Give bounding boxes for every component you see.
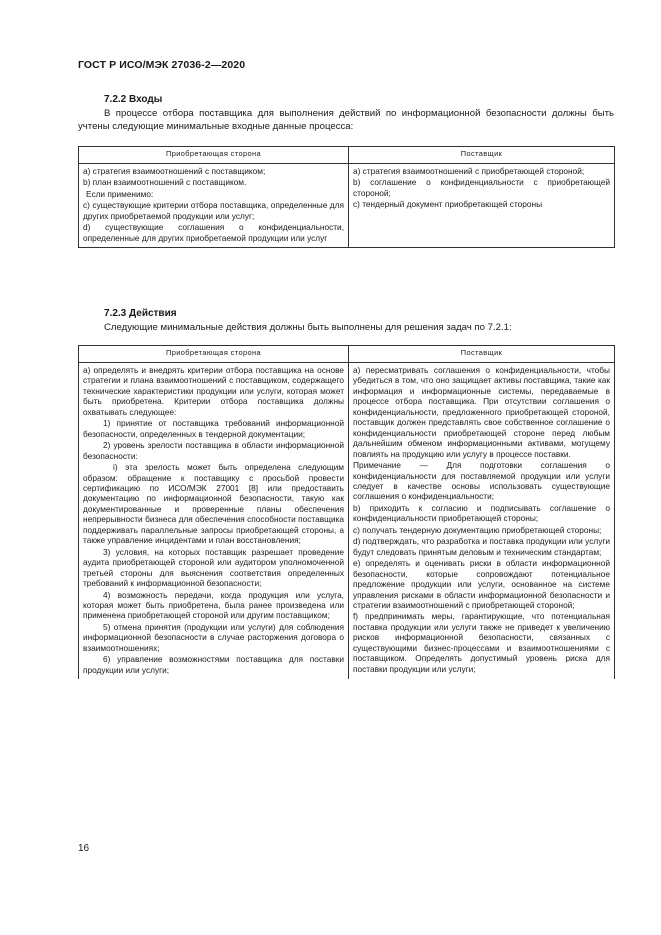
- list-item: b) соглашение о конфиденциальности с приобретающей стороной;: [353, 177, 610, 198]
- list-item: i) эта зрелость может быть определена следующим образом: обращение к поставщику с просьбой провести сертификацию по ИСО/МЭК 27001 [8] или предоставить документацию по информационной безопасности, такую как документированные и проверенные планы обеспечения непрерывности бизнеса для обеспечения способности поставщика поддерживать параллельные запросы приобретающей стороны, а также управление инцидентами и план восстановления;: [83, 462, 344, 546]
- list-item: 5) отмена принятия (продукции или услуги) для соблюдения информационной безопасности в случае расторжения договора о взаимоотношениях;: [83, 621, 344, 653]
- actions-table: [78, 345, 615, 679]
- document-header: ГОСТ Р ИСО/МЭК 27036-2—2020: [78, 59, 246, 71]
- intro-paragraph: В процессе отбора поставщика для выполнения действий по информационной безопасности должны быть учтены следующие минимальные входные данные процесса:: [78, 108, 614, 132]
- list-item: 4) возможность передачи, когда продукция или услуга, которая может быть приобретена, была ранее произведена или применена приобретающей стороной или другим поставщиком;: [83, 589, 344, 621]
- acquirer-cell: [79, 164, 349, 248]
- inputs-table: [78, 146, 615, 248]
- column-header-supplier: Поставщик: [349, 147, 615, 164]
- list-item: f) предпринимать меры, гарантирующие, что потенциальная поставка продукции или услуги также не приведет к увеличению рисков информационной безопасности, связанных с существующими бизнес-процессами и взаимоотношениями с поставщиком. Определять допустимый уровень риска для поставки продукции или услуги;: [353, 611, 610, 674]
- table-row: [79, 363, 615, 680]
- list-item: d) подтверждать, что разработка и поставка продукции или услуги будут следовать принятым деловым и техническим стандартам;: [353, 536, 610, 557]
- list-item: а) пересматривать соглашения о конфиденциальности, чтобы убедиться в том, что оно защищает активы поставщика, такие как информация и информационные системы, передаваемые в процессе отбора поставщика. При отсутствии соглашения о конфиденциальности, предложенного приобретающей стороной, поставщик должен представлять свое собственное соглашение о конфиденциальности приобретающей стороне перед любым дальнейшим обменом информационными активами, могущему повлиять на продукцию или услугу в процессе поставки.: [353, 365, 610, 459]
- list-item: b) план взаимоотношений с поставщиком.: [83, 177, 247, 188]
- list-item: 1) принятие от поставщика требований информационной безопасности, определенных в тендерной документации;: [83, 418, 344, 439]
- section-title-inputs: 7.2.2 Входы: [104, 94, 163, 105]
- list-item: c) получать тендерную документацию приобретающей стороны;: [353, 524, 602, 535]
- acquirer-cell: [79, 363, 349, 680]
- column-header-supplier: Поставщик: [349, 346, 615, 363]
- table-header-row: [79, 147, 615, 164]
- list-item: Если применимо:: [86, 188, 154, 199]
- supplier-cell: [349, 363, 615, 680]
- section-intro-actions: [78, 321, 614, 334]
- note-item: Примечание — Для подготовки соглашения о конфиденциальности для поставляемой продукции или услуги следует в качестве основы использовать существующие соглашения о конфиденциальности;: [353, 460, 610, 502]
- intro-paragraph: Следующие минимальные действия должны быть выполнены для решения задач по 7.2.1:: [104, 322, 512, 333]
- list-item: d) существующие соглашения о конфиденциальности, определенные для других приобретаемой продукции или услуг: [83, 222, 344, 243]
- list-item: 6) управление возможностями поставщика для поставки продукции или услуги;: [83, 654, 344, 675]
- column-header-acquirer: Приобретающая сторона: [79, 346, 349, 363]
- list-item: c) тендерный документ приобретающей стороны: [353, 199, 543, 210]
- table-header-row: [79, 346, 615, 363]
- list-item: 2) уровень зрелости поставщика в области информационной безопасности:: [83, 440, 344, 461]
- table-row: [79, 164, 615, 248]
- column-header-acquirer: Приобретающая сторона: [79, 147, 349, 164]
- section-intro-inputs: [78, 107, 614, 133]
- page-number: 16: [78, 843, 90, 854]
- list-item: 3) условия, на которых поставщик разрешает проведение аудита приобретающей стороной или аудитором уполномоченной третьей стороны для выяснения соответствия определенных требований к информационной безопасности;: [83, 546, 344, 589]
- list-item: а) определять и внедрять критерии отбора поставщика на основе стратегии и плана взаимоотношений с поставщиком, содержащего технические характеристики продукции или услуги, которая может быть приобретена. Критерии отбора поставщика должны охватывать следующее:: [83, 365, 344, 417]
- list-item: b) приходить к согласию и подписывать соглашение о конфиденциальности приобретающей стороны;: [353, 502, 610, 524]
- list-item: c) существующие критерии отбора поставщика, определенные для других приобретаемой продукции или услуг;: [83, 200, 344, 221]
- list-item: а) стратегия взаимоотношений с приобретающей стороной;: [353, 166, 585, 176]
- list-item: а) стратегия взаимоотношений с поставщиком;: [83, 166, 266, 176]
- list-item: e) определять и оценивать риски в области информационной безопасности, которые сопровождают потенциальное предложение продукции или услуги, основанное на системе управления рисками в области информационной безопасности и стратегии взаимоотношений с приобретающей стороной;: [353, 558, 610, 610]
- supplier-cell: [349, 164, 615, 248]
- section-title-actions: 7.2.3 Действия: [104, 308, 177, 319]
